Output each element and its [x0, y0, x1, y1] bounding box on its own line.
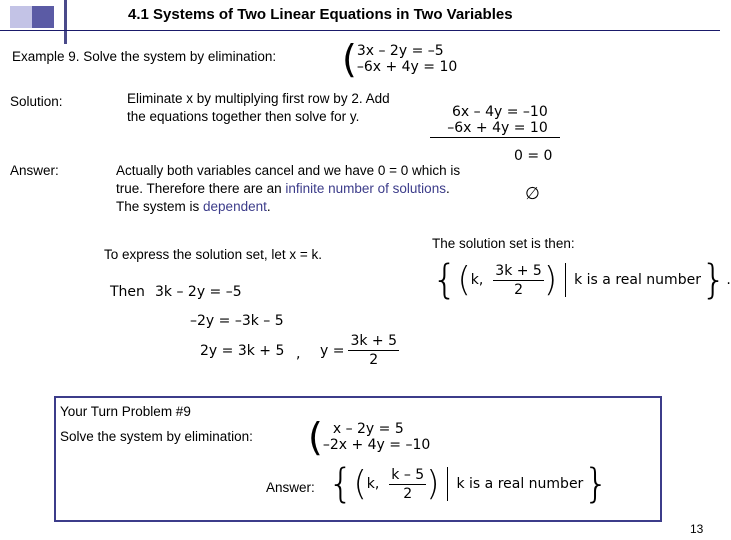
- example-system: ( 3x – 2y = –5 –6x + 4y = 10: [342, 37, 458, 81]
- yt-set-divider: [447, 467, 448, 501]
- answer-text-part3: .: [266, 199, 271, 214]
- express-eq2: –2y = –3k – 5: [190, 313, 284, 329]
- express-eq3: 2y = 3k + 5: [200, 343, 285, 359]
- work-result: 0 = 0: [514, 148, 553, 164]
- your-turn-row1: x – 2y = 5: [332, 421, 404, 437]
- title-underline: [0, 30, 720, 31]
- set-period: .: [726, 272, 731, 288]
- answer-infinite-solutions: infinite number of solutions: [285, 181, 446, 196]
- y-expression: [320, 333, 399, 368]
- your-turn-answer-label: Answer:: [266, 480, 315, 495]
- yt-set-k: k,: [366, 476, 380, 492]
- solution-set-label: The solution set is then:: [432, 236, 575, 251]
- title-decoration-vertical-line: [64, 0, 67, 44]
- your-turn-system: ( x – 2y = 5 –2x + 4y = –10: [308, 415, 431, 459]
- solution-text: Eliminate x by multiplying first row by 2. Add the equations together then solve for y.: [127, 91, 390, 124]
- slide-title: 4.1 Systems of Two Linear Equations in Two Variables: [128, 6, 513, 23]
- set-divider: [565, 263, 566, 297]
- solution-work: [447, 104, 548, 136]
- set-k: k,: [470, 272, 484, 288]
- y-label: y =: [320, 342, 345, 359]
- express-eq1: 3k – 2y = –5: [155, 284, 242, 300]
- title-decoration-square-dark: [32, 6, 54, 28]
- work-row1: 6x – 4y = –10: [452, 104, 548, 120]
- yt-set-numerator: k – 5: [391, 466, 425, 483]
- answer-text: [116, 162, 471, 216]
- example-system-row1: 3x – 2y = –5: [356, 43, 444, 59]
- work-row2: –6x + 4y = 10: [447, 120, 548, 136]
- then-label: Then: [110, 284, 145, 300]
- title-decoration-square-light: [10, 6, 32, 28]
- example-label: Example 9. Solve the system by elimination:: [12, 49, 277, 64]
- your-turn-prompt: Solve the system by elimination:: [60, 429, 253, 444]
- set-open-brace: {: [432, 257, 458, 303]
- set-fraction: [493, 263, 544, 298]
- express-comma: ,: [296, 346, 301, 362]
- answer-text-part1: Actually both variables cancel and we have 0 = 0 which is true. Therefore there are an: [116, 163, 461, 196]
- y-fraction: [348, 333, 399, 368]
- pair-open-paren: (: [457, 260, 471, 300]
- express-text: To express the solution set, let x = k.: [104, 247, 322, 262]
- solution-label: Solution:: [10, 94, 63, 109]
- y-numerator: 3k + 5: [350, 333, 398, 349]
- yt-set-close-brace: }: [583, 461, 609, 507]
- your-turn-answer-set: [328, 461, 609, 507]
- yt-set-denominator: 2: [403, 485, 413, 502]
- answer-text-part2: . The system is: [116, 181, 450, 214]
- page-number: 13: [690, 522, 704, 536]
- set-close-brace: }: [700, 257, 727, 303]
- yt-pair-open-paren: (: [353, 464, 367, 504]
- work-sum-line: [430, 137, 560, 138]
- set-numerator: 3k + 5: [495, 262, 542, 279]
- empty-set-symbol: ∅: [525, 184, 540, 204]
- set-condition: k is a real number: [574, 272, 701, 288]
- answer-dependent: dependent: [203, 199, 267, 214]
- set-denominator: 2: [514, 281, 524, 298]
- yt-set-condition: k is a real number: [456, 476, 584, 492]
- solution-set: [432, 257, 731, 303]
- y-denominator: 2: [369, 352, 379, 368]
- answer-label: Answer:: [10, 163, 59, 178]
- your-turn-title: Your Turn Problem #9: [60, 404, 191, 419]
- pair-close-paren: ): [543, 260, 558, 300]
- your-turn-row2: –2x + 4y = –10: [322, 437, 431, 453]
- example-system-row2: –6x + 4y = 10: [356, 59, 458, 75]
- yt-set-open-brace: {: [328, 461, 354, 507]
- yt-set-fraction: [389, 467, 426, 502]
- yt-pair-close-paren: ): [426, 464, 440, 504]
